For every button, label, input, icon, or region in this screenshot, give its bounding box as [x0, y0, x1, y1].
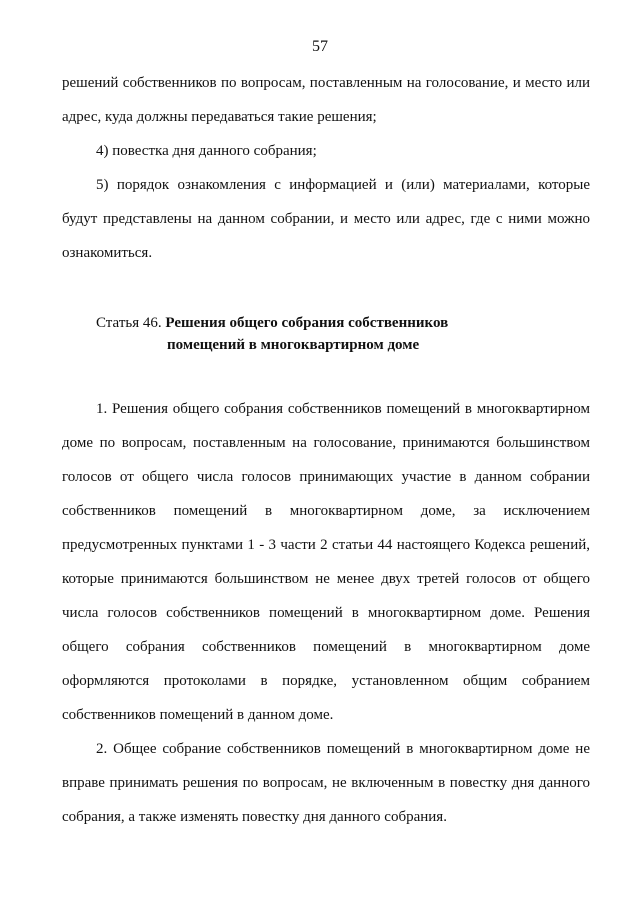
- article-heading-line1: [96, 312, 616, 334]
- article-paragraph-2: 2. Общее собрание собственников помещений в многоквартирном доме не вправе принимать решения по вопросам, не включенным в повестку дня данного собрания, а также изменять повестку дня данного собрания.: [62, 741, 590, 825]
- continuation-section: [62, 66, 590, 270]
- article-prefix: Статья 46.: [96, 315, 162, 331]
- list-item-4: 4) повестка дня данного собрания;: [96, 143, 317, 159]
- paragraph-tail: решений собственников по вопросам, поставленным на голосование, и место или адрес, куда должны передаваться такие решения;: [62, 75, 590, 125]
- article-title-line1: Решения общего собрания собственников: [165, 315, 449, 331]
- list-item-5: 5) порядок ознакомления с информацией и (или) материалами, которые будут представлены на данном собрании, и место или адрес, где с ними можно ознакомиться.: [62, 177, 590, 261]
- page-number: 57: [312, 38, 328, 55]
- article-heading: [96, 312, 616, 356]
- article-title-line2: помещений в многоквартирном доме: [167, 337, 420, 353]
- article-paragraph-1: 1. Решения общего собрания собственников помещений в многоквартирном доме по вопросам, поставленным на голосование, принимаются большинством голосов от общего числа голосов принимающих участие в данном собрании собственников помещений в многоквартирном доме, за исключением предусмотренных пунктами 1 - 3 части 2 статьи 44 настоящего Кодекса решений, которые принимаются большинством не менее двух третей голосов от общего числа голосов собственников помещений в многоквартирном доме. Решения общего собрания собственников помещений в многоквартирном доме оформляются протоколами в порядке, установленном общим собранием собственников помещений в данном доме.: [62, 401, 590, 723]
- article-body: [62, 392, 590, 834]
